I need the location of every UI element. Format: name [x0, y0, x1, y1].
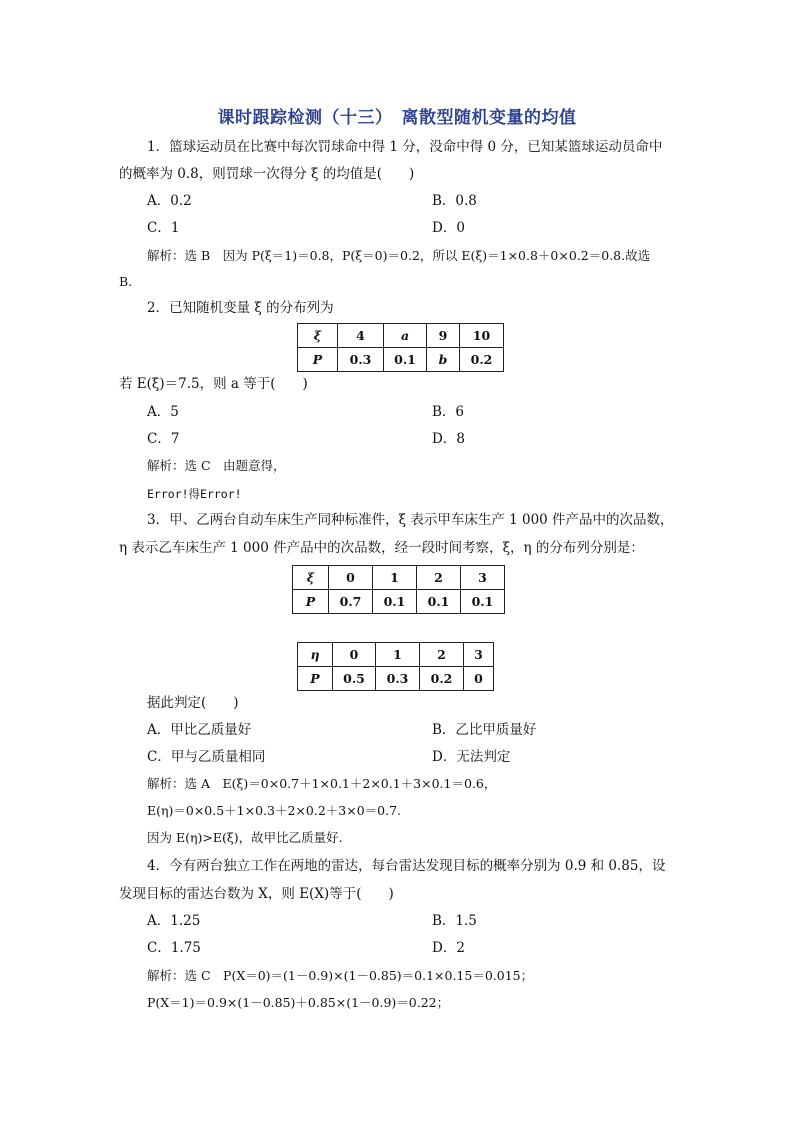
table-cell: P	[293, 590, 329, 614]
table-header-row	[293, 566, 505, 590]
q3-distribution-table-xi	[292, 565, 505, 614]
q3-stem-line2: η 表示乙车床生产 1 000 件产品中的次品数，经一段时间考察，ξ，η 的分布列分别是：	[119, 540, 644, 556]
q4-solution-line2: P(X＝1)＝0.9×(1－0.85)＋0.85×(1－0.9)＝0.22；	[147, 995, 450, 1010]
table-cell: 3	[464, 643, 494, 667]
table-cell: P	[298, 348, 338, 372]
table-row	[293, 590, 505, 614]
table-header-row	[298, 324, 504, 348]
table-cell: 0.1	[461, 590, 505, 614]
q4-stem-line2: 发现目标的雷达台数为 X，则 E(X)等于( )	[119, 886, 394, 902]
q2-solution-line2: Error!得Error!	[147, 487, 242, 501]
q3-option-c: C．甲与乙质量相同	[147, 749, 266, 765]
q2-condition: 若 E(ξ)＝7.5，则 a 等于( )	[119, 376, 308, 392]
q2-distribution-table	[297, 323, 504, 372]
table-row	[298, 348, 504, 372]
q2-option-d: D．8	[432, 431, 465, 447]
table-cell: 4	[338, 324, 384, 348]
table-cell: 1	[376, 643, 420, 667]
q1-option-b: B．0.8	[432, 193, 477, 209]
q2-stem: 2．已知随机变量 ξ 的分布列为	[147, 300, 334, 316]
table-cell: P	[298, 667, 333, 691]
table-cell: η	[298, 643, 333, 667]
table-cell: 2	[420, 643, 464, 667]
q1-solution-line2: B.	[119, 274, 133, 289]
q3-solution-line2: E(η)＝0×0.5＋1×0.3＋2×0.2＋3×0＝0.7.	[147, 803, 402, 818]
table-header-row	[298, 643, 494, 667]
table-cell: 10	[460, 324, 504, 348]
q4-solution-line1: 解析：选 C P(X＝0)＝(1－0.9)×(1－0.85)＝0.1×0.15＝0.015；	[147, 968, 534, 983]
q1-option-d: D．0	[432, 220, 465, 236]
table-cell: ξ	[298, 324, 338, 348]
table-cell: 2	[417, 566, 461, 590]
q1-solution-line1: 解析：选 B 因为 P(ξ＝1)＝0.8，P(ξ＝0)＝0.2，所以 E(ξ)＝1×0.8＋0×0.2＝0.8.故选	[147, 248, 651, 263]
table-cell: 0.7	[329, 590, 373, 614]
q4-stem-line1: 4．今有两台独立工作在两地的雷达，每台雷达发现目标的概率分别为 0.9 和 0.85，设	[147, 858, 666, 874]
table-cell: ξ	[293, 566, 329, 590]
q3-option-a: A．甲比乙质量好	[147, 722, 252, 738]
table-cell: 3	[461, 566, 505, 590]
q3-judge: 据此判定( )	[147, 695, 239, 711]
q2-option-c: C．7	[147, 431, 180, 447]
q1-option-a: A．0.2	[147, 193, 192, 209]
q2-solution-line1: 解析：选 C 由题意得，	[147, 458, 286, 473]
table-cell: 1	[373, 566, 417, 590]
q3-stem-line1: 3．甲、乙两台自动车床生产同种标准件，ξ 表示甲车床生产 1 000 件产品中的次品数，	[147, 512, 674, 528]
q3-distribution-table-eta	[297, 642, 494, 691]
q1-stem-line2: 的概率为 0.8，则罚球一次得分 ξ 的均值是( )	[119, 166, 415, 182]
q4-option-d: D．2	[432, 940, 465, 956]
table-cell: 0.2	[420, 667, 464, 691]
table-cell: 0.1	[384, 348, 427, 372]
q1-stem-line1: 1．篮球运动员在比赛中每次罚球命中得 1 分，没命中得 0 分，已知某篮球运动员命中	[147, 139, 663, 155]
q3-option-b: B．乙比甲质量好	[432, 722, 537, 738]
q4-option-c: C．1.75	[147, 940, 201, 956]
q2-option-a: A．5	[147, 404, 179, 420]
table-cell: 0.1	[417, 590, 461, 614]
table-cell: 0	[333, 643, 376, 667]
q1-option-c: C．1	[147, 220, 180, 236]
table-cell: 0.3	[338, 348, 384, 372]
table-cell: 0	[464, 667, 494, 691]
table-cell: b	[427, 348, 460, 372]
table-cell: a	[384, 324, 427, 348]
q3-solution-line3: 因为 E(η)>E(ξ)，故甲比乙质量好.	[147, 830, 343, 845]
q4-option-b: B．1.5	[432, 913, 477, 929]
q3-solution-line1: 解析：选 A E(ξ)＝0×0.7＋1×0.1＋2×0.1＋3×0.1＝0.6，	[147, 776, 497, 791]
page-title: 课时跟踪检测（十三） 离散型随机变量的均值	[217, 108, 577, 128]
q3-option-d: D．无法判定	[432, 749, 511, 765]
table-cell: 0.1	[373, 590, 417, 614]
table-cell: 0.3	[376, 667, 420, 691]
q4-option-a: A．1.25	[147, 913, 201, 929]
q2-option-b: B．6	[432, 404, 465, 420]
table-cell: 0.5	[333, 667, 376, 691]
table-cell: 0	[329, 566, 373, 590]
table-cell: 9	[427, 324, 460, 348]
table-row	[298, 667, 494, 691]
table-cell: 0.2	[460, 348, 504, 372]
